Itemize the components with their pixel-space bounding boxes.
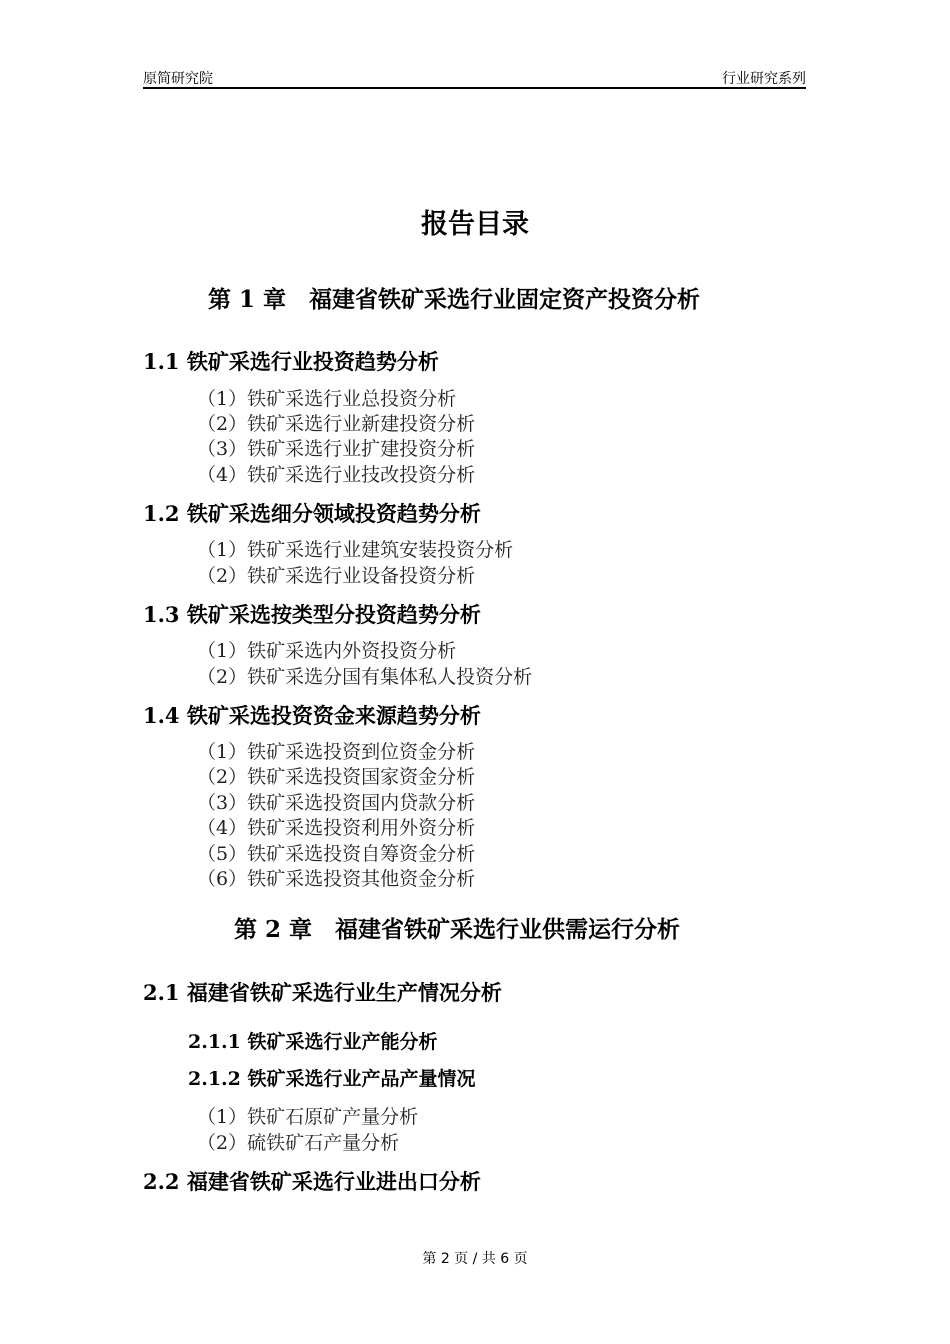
toc-item: （4）铁矿采选投资利用外资分析	[197, 816, 476, 839]
toc-item: （3）铁矿采选行业扩建投资分析	[197, 437, 476, 460]
header-org: 原简研究院	[143, 71, 213, 87]
toc-section: 1.4 铁矿采选投资资金来源趋势分析	[143, 702, 481, 728]
page-number: 第 2 页 / 共 6 页	[422, 1251, 528, 1267]
toc-subsection: 2.1.2 铁矿采选行业产品产量情况	[188, 1067, 476, 1090]
page-title: 报告目录	[421, 209, 529, 240]
toc-item: （1）铁矿石原矿产量分析	[197, 1105, 419, 1128]
header-rule	[143, 87, 806, 89]
toc-item: （1）铁矿采选行业总投资分析	[197, 387, 457, 410]
toc-item: （1）铁矿采选投资到位资金分析	[197, 740, 476, 763]
toc-section: 2.1 福建省铁矿采选行业生产情况分析	[143, 979, 502, 1005]
toc-section: 2.2 福建省铁矿采选行业进出口分析	[143, 1168, 481, 1194]
toc-section: 1.2 铁矿采选细分领域投资趋势分析	[143, 500, 481, 526]
toc-chapter: 第 2 章 福建省铁矿采选行业供需运行分析	[234, 915, 681, 943]
toc-item: （1）铁矿采选内外资投资分析	[197, 639, 457, 662]
toc-item: （1）铁矿采选行业建筑安装投资分析	[197, 538, 514, 561]
toc-item: （2）硫铁矿石产量分析	[197, 1131, 400, 1154]
toc-subsection: 2.1.1 铁矿采选行业产能分析	[188, 1030, 438, 1053]
toc-chapter: 第 1 章 福建省铁矿采选行业固定资产投资分析	[208, 285, 701, 313]
toc-section: 1.3 铁矿采选按类型分投资趋势分析	[143, 601, 481, 627]
toc-section: 1.1 铁矿采选行业投资趋势分析	[143, 348, 439, 374]
toc-item: （2）铁矿采选行业新建投资分析	[197, 412, 476, 435]
toc-item: （4）铁矿采选行业技改投资分析	[197, 463, 476, 486]
toc-item: （2）铁矿采选投资国家资金分析	[197, 765, 476, 788]
toc-item: （5）铁矿采选投资自筹资金分析	[197, 842, 476, 865]
header-series: 行业研究系列	[722, 71, 806, 87]
toc-item: （3）铁矿采选投资国内贷款分析	[197, 791, 476, 814]
toc-item: （6）铁矿采选投资其他资金分析	[197, 867, 476, 890]
toc-item: （2）铁矿采选行业设备投资分析	[197, 564, 476, 587]
toc-item: （2）铁矿采选分国有集体私人投资分析	[197, 665, 533, 688]
